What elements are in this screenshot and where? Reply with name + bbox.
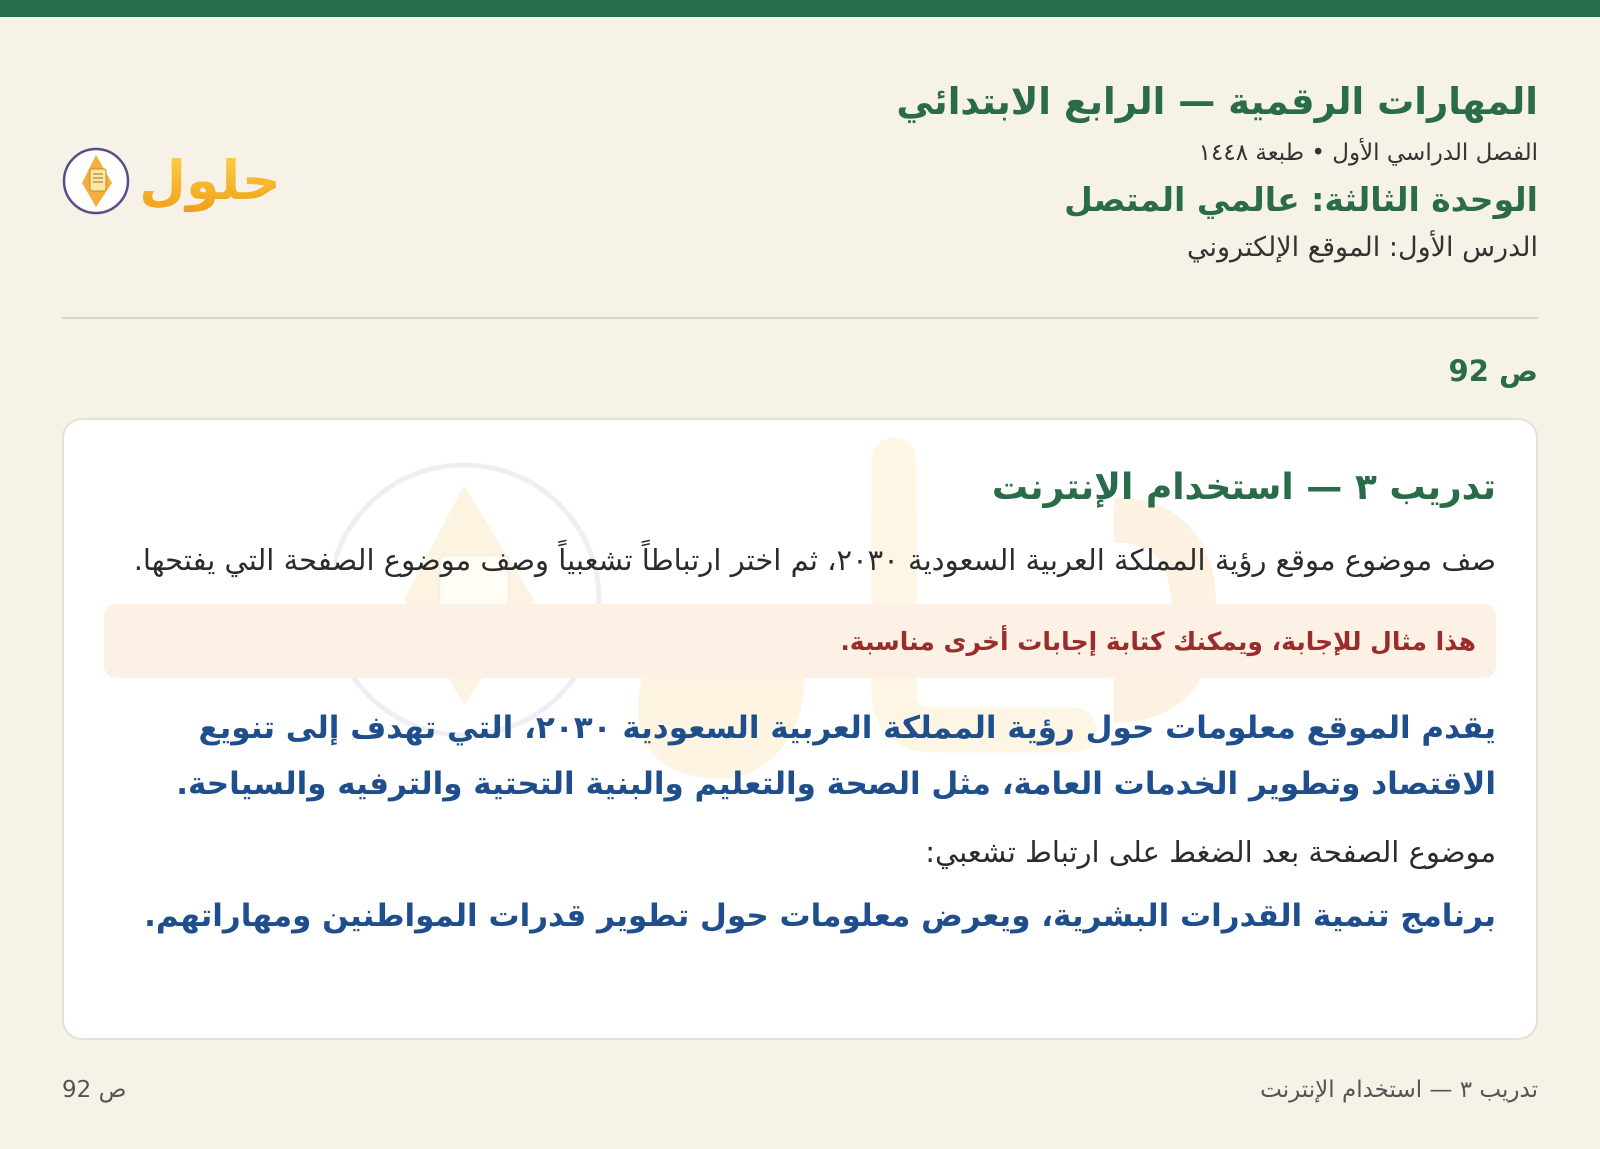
card-content <box>104 420 1496 938</box>
page-reference: ص 92 <box>1448 354 1538 388</box>
exercise-title: تدريب ٣ — استخدام الإنترنت <box>991 467 1496 508</box>
sub-question-text: موضوع الصفحة بعد الضغط على ارتباط تشعبي: <box>925 835 1496 869</box>
second-answer-text: برنامج تنمية القدرات البشرية، ويعرض معلومات حول تطوير قدرات المواطنين ومهاراتهم. <box>144 898 1496 934</box>
footer-page-number: ص 92 <box>62 1077 127 1103</box>
semester-label: الفصل الدراسي الأول • طبعة ١٤٤٨ <box>1198 140 1538 166</box>
logo-text: حلول <box>139 149 281 212</box>
page-header <box>62 78 1538 318</box>
hulul-logo <box>62 133 292 223</box>
example-note-box <box>104 604 1496 678</box>
lesson-title: الدرس الأول: الموقع الإلكتروني <box>1187 232 1538 263</box>
header-divider <box>62 317 1538 319</box>
question-text: صف موضوع موقع رؤية المملكة العربية السعودية ٢٠٣٠، ثم اختر ارتباطاً تشعبياً وصف موضوع الصفحة التي يفتحها. <box>133 543 1496 577</box>
footer-exercise-label: تدريب ٣ — استخدام الإنترنت <box>1260 1077 1538 1103</box>
book-title: المهارات الرقمية — الرابع الابتدائي <box>896 80 1538 123</box>
example-note-text: هذا مثال للإجابة، ويمكنك كتابة إجابات أخرى مناسبة. <box>840 626 1476 656</box>
unit-title: الوحدة الثالثة: عالمي المتصل <box>1064 180 1538 219</box>
answer-text: يقدم الموقع معلومات حول رؤية المملكة العربية السعودية ٢٠٣٠، التي تهدف إلى تنويع الاقتصاد وتطوير الخدمات العامة، مثل الصحة والتعليم والبنية التحتية والترفيه والسياحة. <box>176 710 1496 802</box>
header-titles <box>896 78 1538 266</box>
top-bar <box>0 0 1600 17</box>
exercise-card <box>62 418 1538 1040</box>
